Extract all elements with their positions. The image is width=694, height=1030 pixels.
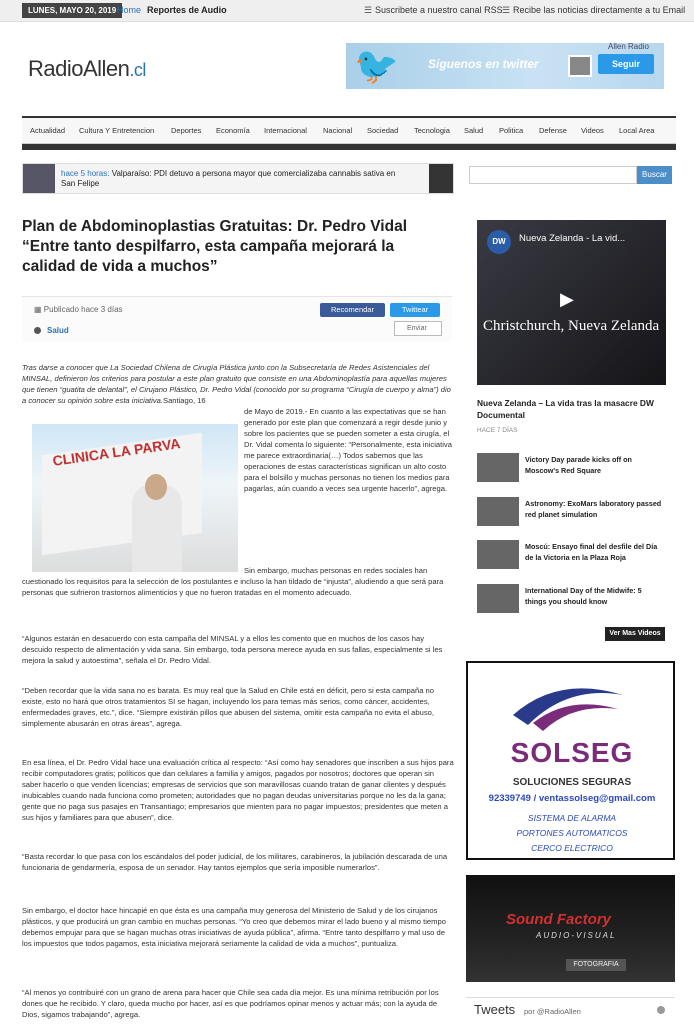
- tweets-widget: Tweets por @RadioAllen: [466, 997, 675, 1021]
- video-thumbnail: [477, 497, 519, 526]
- site-logo[interactable]: RadioAllen.cl: [28, 56, 146, 81]
- twitter-handle-link[interactable]: por @RadioAllen: [524, 1007, 581, 1016]
- facebook-recommend-button[interactable]: Recomendar: [320, 303, 385, 317]
- article-meta: ▦ Publicado hace 3 días Salud Recomendar Twittear Enviar: [22, 296, 452, 342]
- news-ticker[interactable]: hace 5 horas: Valparaíso: PDI detuvo a persona mayor que comercializaba cannabis sativa en San Felipe: [22, 163, 454, 194]
- video-thumbnail: [477, 540, 519, 569]
- nav-item[interactable]: Local Area: [619, 126, 655, 135]
- section-link[interactable]: Salud: [34, 326, 69, 335]
- nav-item[interactable]: Nacional: [323, 126, 353, 135]
- ticker-next-button[interactable]: [429, 164, 453, 193]
- reportes-link[interactable]: Reportes de Audio: [147, 5, 227, 15]
- nav-item[interactable]: Actualidad: [30, 126, 66, 135]
- play-icon[interactable]: ▶: [560, 289, 574, 309]
- home-link[interactable]: Home: [117, 5, 142, 15]
- article-image: CLINICA LA PARVA: [32, 424, 238, 572]
- email-button[interactable]: Enviar: [394, 321, 442, 336]
- nav-item[interactable]: Internacional: [264, 126, 307, 135]
- search-button[interactable]: Buscar: [637, 166, 672, 184]
- solseg-ad[interactable]: SOLSEG SOLUCIONES SEGURAS 92339749 / ventassolseg@gmail.com SISTEMA DE ALARMA PORTONES AUTOMATICOS CERCO ELECTRICO: [466, 661, 675, 860]
- rss-subscribe[interactable]: ☰ Suscribete a nuestro canal RSS: [364, 5, 503, 15]
- nav-item[interactable]: Economía: [216, 126, 250, 135]
- nav-item[interactable]: Cultura Y Entretencion: [79, 126, 155, 135]
- video-thumbnail: [477, 584, 519, 613]
- rss-icon: ☰: [502, 5, 511, 15]
- ticker-thumbnail: [23, 164, 55, 193]
- twitter-bird-icon: 🐦: [354, 45, 399, 86]
- tweet-button[interactable]: Twittear: [390, 303, 440, 317]
- nav-item[interactable]: Deportes: [171, 126, 202, 135]
- nav-item[interactable]: Politica: [499, 126, 524, 135]
- calendar-icon: ▦: [34, 305, 42, 314]
- article-title: Plan de Abdominoplastias Gratuitas: Dr. Pedro Vidal “Entre tanto despilfarro, esta campaña mejorará la calidad de vida a muchos”: [22, 218, 408, 275]
- nav-item[interactable]: Videos: [581, 126, 604, 135]
- nav-divider: [22, 144, 676, 150]
- nav-item[interactable]: Tecnologia: [414, 126, 450, 135]
- email-subscribe[interactable]: ☰ Recibe las noticias directamente a tu Email: [502, 5, 686, 15]
- more-videos-button[interactable]: Ver Mas Videos: [605, 627, 665, 641]
- dw-logo-icon: DW: [487, 230, 511, 254]
- nav-item[interactable]: Defense: [539, 126, 567, 135]
- video-title[interactable]: Nueva Zelanda – La vida tras la masacre DW Documental: [477, 398, 654, 420]
- nav-item[interactable]: Sociedad: [367, 126, 399, 135]
- sound-factory-ad[interactable]: Sound Factory AUDIO-VISUAL FOTOGRAFIA: [466, 875, 675, 982]
- search-input[interactable]: [469, 166, 637, 184]
- nav-item[interactable]: Salud: [464, 126, 484, 135]
- rss-icon: ☰: [364, 5, 373, 15]
- date-label: LUNES, MAYO 20, 2019: [22, 3, 122, 18]
- video-player[interactable]: DW Nueva Zelanda - La vid... ▶ Christchurch, Nueva Zelanda: [477, 220, 666, 385]
- info-icon[interactable]: [657, 1006, 665, 1014]
- top-bar: [0, 0, 694, 22]
- swoosh-logo-icon: [508, 675, 628, 735]
- avatar: [568, 55, 592, 77]
- video-thumbnail: [477, 453, 519, 482]
- section-icon: [34, 327, 41, 334]
- twitter-follow-button[interactable]: Seguir: [598, 54, 654, 74]
- main-nav: [22, 116, 676, 144]
- twitter-banner[interactable]: 🐦 Siguenos en twitter Allen Radio Seguir: [346, 43, 664, 89]
